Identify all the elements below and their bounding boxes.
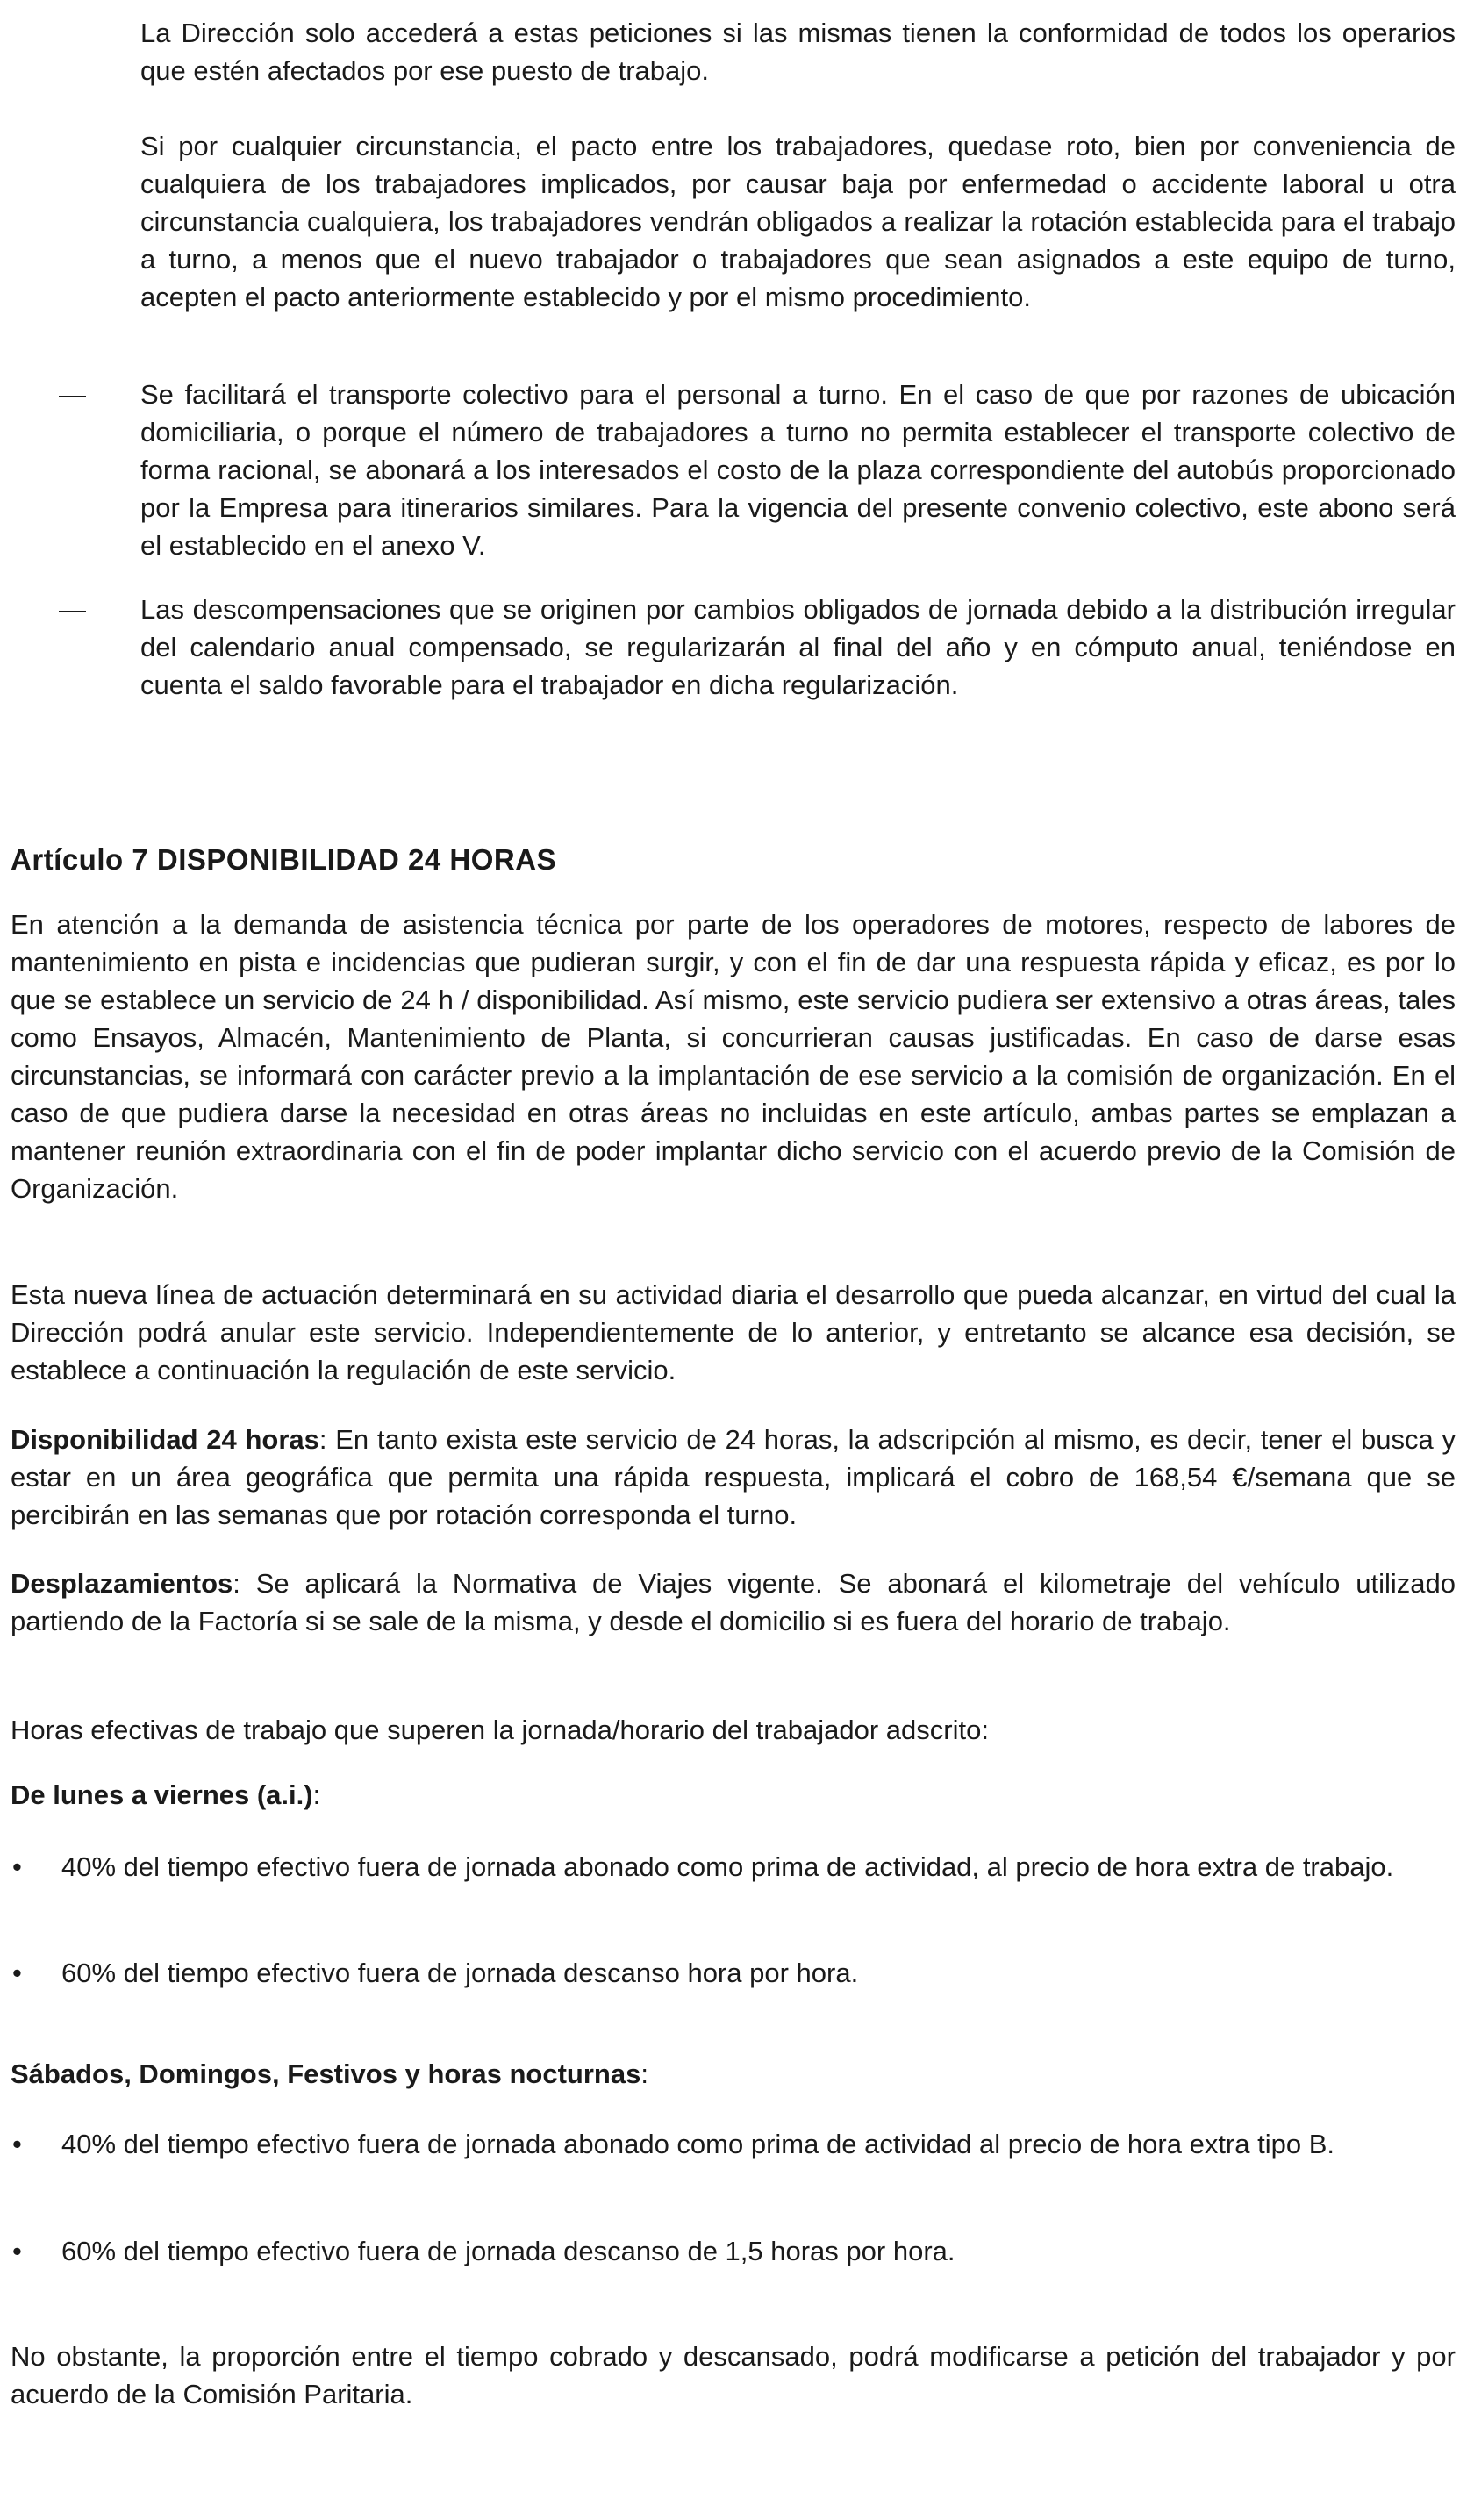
dash-marker: — bbox=[59, 594, 86, 625]
weekend-bullet-1: 40% del tiempo efectivo fuera de jornada abonado como prima de actividad al precio de hora extra tipo B. bbox=[61, 2129, 1334, 2159]
dash-item-transport: Se facilitará el transporte colectivo para el personal a turno. En el caso de que por razones de ubicación domiciliaria, o porque el número de trabajadores a turno no permita establecer el transporte colectivo de forma racional, se abonará a los interesados el costo de la plaza correspondiente del autobús proporcionado por la Empresa para itinerarios similares. Para la vigencia del presente convenio colectivo, este abono será el establecido en el anexo V. bbox=[140, 379, 1456, 561]
horas-efectivas-paragraph: Horas efectivas de trabajo que superen la jornada/horario del trabajador adscrito: bbox=[11, 1715, 989, 1745]
bullet-marker: • bbox=[12, 2236, 22, 2266]
continuation-paragraph-2: Si por cualquier circunstancia, el pacto entre los trabajadores, quedase roto, bien por conveniencia de cualquiera de los trabajadores implicados, por causar baja por enfermedad o accidente laboral u otra circunstancia cualquiera, los trabajadores vendrán obligados a realizar la rotación establecida para el trabajo a turno, a menos que el nuevo trabajador o trabajadores que sean asignados a este equipo de turno, acepten el pacto anteriormente establecido y por el mismo procedimiento. bbox=[140, 131, 1456, 312]
desplazamientos-text: : Se aplicará la Normativa de Viajes vigente. Se abonará el kilometraje del vehículo utilizado partiendo de la Factoría si se sale de la misma, y desde el domicilio si es fuera del horario de trabajo. bbox=[11, 1568, 1456, 1636]
weekday-suffix: : bbox=[312, 1779, 321, 1810]
weekday-bullet-2: 60% del tiempo efectivo fuera de jornada descanso hora por hora. bbox=[61, 1958, 859, 1988]
weekday-subheading bbox=[11, 1776, 1456, 1814]
bullet-marker: • bbox=[12, 1851, 22, 1882]
closing-paragraph: No obstante, la proporción entre el tiempo cobrado y descansado, podrá modificarse a petición del trabajador y por acuerdo de la Comisión Paritaria. bbox=[11, 2341, 1456, 2409]
weekend-suffix: : bbox=[640, 2058, 648, 2089]
weekend-bullet-2: 60% del tiempo efectivo fuera de jornada descanso de 1,5 horas por hora. bbox=[61, 2236, 955, 2266]
desplazamientos-label: Desplazamientos bbox=[11, 1568, 233, 1599]
dash-marker: — bbox=[59, 379, 86, 410]
article-paragraph-2: Esta nueva línea de actuación determinará en su actividad diaria el desarrollo que pueda alcanzar, en virtud del cual la Dirección podrá anular este servicio. Independientemente de lo anterior, y entretanto se alcance esa decisión, se establece a continuación la regulación de este servicio. bbox=[11, 1279, 1456, 1385]
article-paragraph-1: En atención a la demanda de asistencia técnica por parte de los operadores de motores, respecto de labores de mantenimiento en pista e incidencias que pudieran surgir, y con el fin de dar una respuesta rápida y eficaz, es por lo que se establece un servicio de 24 h / disponibilidad. Así mismo, este servicio pudiera ser extensivo a otras áreas, tales como Ensayos, Almacén, Mantenimiento de Planta, si concurrieran causas justificadas. En caso de darse esas circunstancias, se informará con carácter previo a la implantación de ese servicio a la comisión de organización. En el caso de que pudiera darse la necesidad en otras áreas no incluidas en este artículo, ambas partes se emplazan a mantener reunión extraordinaria con el fin de poder implantar dicho servicio con el acuerdo previo de la Comisión de Organización. bbox=[11, 909, 1456, 1204]
bullet-marker: • bbox=[12, 1958, 22, 1988]
desplazamientos-paragraph bbox=[11, 1564, 1456, 1640]
weekend-subheading bbox=[11, 2055, 1456, 2093]
bullet-marker: • bbox=[12, 2129, 22, 2159]
disponibilidad-paragraph bbox=[11, 1421, 1456, 1534]
disponibilidad-label: Disponibilidad 24 horas bbox=[11, 1424, 319, 1455]
article-heading: Artículo 7 DISPONIBILIDAD 24 HORAS bbox=[11, 843, 557, 876]
dash-item-descompensaciones: Las descompensaciones que se originen por cambios obligados de jornada debido a la distribución irregular del calendario anual compensado, se regularizarán al final del año y en cómputo anual, teniéndose en cuenta el saldo favorable para el trabajador en dicha regularización. bbox=[140, 594, 1456, 700]
weekend-label: Sábados, Domingos, Festivos y horas nocturnas bbox=[11, 2058, 641, 2089]
weekday-label: De lunes a viernes (a.i.) bbox=[11, 1779, 313, 1810]
weekday-bullet-1: 40% del tiempo efectivo fuera de jornada abonado como prima de actividad, al precio de hora extra de trabajo. bbox=[61, 1851, 1394, 1882]
continuation-paragraph-1: La Dirección solo accederá a estas peticiones si las mismas tienen la conformidad de todos los operarios que estén afectados por ese puesto de trabajo. bbox=[140, 18, 1456, 86]
disponibilidad-text: : En tanto exista este servicio de 24 horas, la adscripción al mismo, es decir, tener el busca y estar en un área geográfica que permita una rápida respuesta, implicará el cobro de 168,54 €/semana que se percibirán en las semanas que por rotación corresponda el turno. bbox=[11, 1424, 1456, 1530]
